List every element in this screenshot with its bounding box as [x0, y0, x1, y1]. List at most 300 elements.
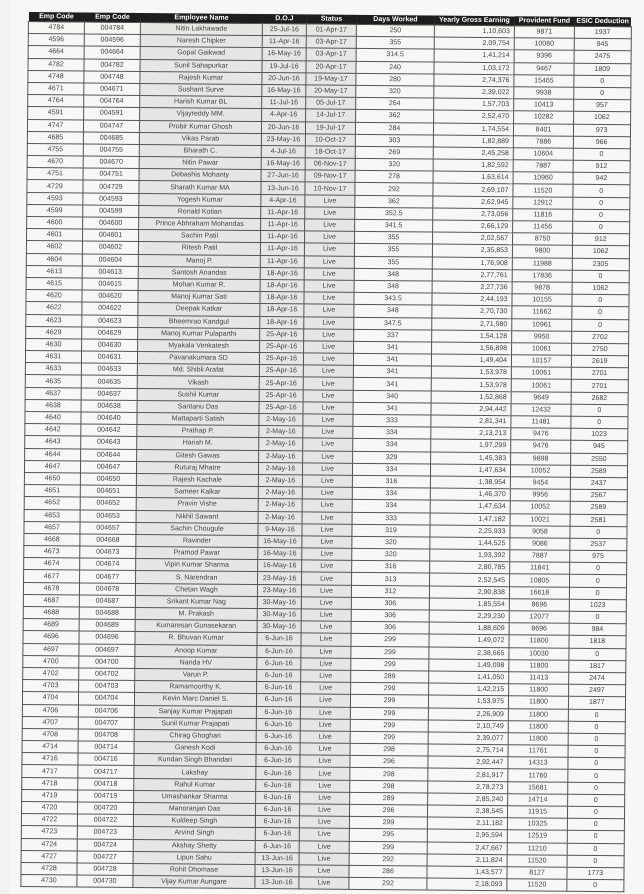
- cell-emp-code-full: 004689: [79, 619, 135, 632]
- cell-status: Live: [300, 731, 350, 744]
- cell-doj: 9-May-16: [258, 523, 302, 536]
- cell-days-worked: 299: [351, 658, 429, 671]
- cell-doj: 20-Jun-16: [261, 121, 305, 134]
- cell-emp-code-full: 004593: [83, 193, 139, 206]
- cell-esic-deduction: 0: [568, 782, 625, 795]
- cell-provident-fund: 10080: [514, 38, 574, 51]
- cell-yearly-gross: 2,11,824: [427, 854, 507, 867]
- cell-status: Live: [302, 487, 352, 500]
- cell-provident-fund: 10021: [510, 513, 570, 526]
- cell-emp-code: 4671: [28, 82, 84, 95]
- cell-esic-deduction: 957: [574, 99, 631, 112]
- cell-provident-fund: 9800: [512, 245, 572, 258]
- cell-provident-fund: 11481: [511, 416, 571, 429]
- cell-employee-name: Sachin Chougule: [136, 522, 258, 535]
- cell-status: Live: [302, 524, 352, 537]
- cell-doj: 16-May-16: [262, 48, 306, 61]
- cell-provident-fund: 11800: [508, 696, 568, 709]
- cell-esic-deduction: 2550: [571, 453, 628, 466]
- cell-emp-code: 4653: [24, 509, 80, 522]
- cell-days-worked: 299: [349, 817, 427, 830]
- cell-employee-name: Pramod Pawar: [136, 547, 258, 560]
- cell-provident-fund: 9058: [510, 525, 570, 538]
- cell-doj: 6-Jun-16: [256, 694, 300, 707]
- cell-esic-deduction: 1023: [571, 428, 628, 441]
- cell-employee-name: Nikhil Sawant: [136, 510, 258, 523]
- cell-emp-code-full: 004602: [82, 241, 138, 254]
- cell-days-worked: 312: [351, 585, 429, 598]
- cell-emp-code: 4747: [27, 119, 83, 132]
- cell-emp-code-full: 004673: [80, 546, 136, 559]
- cell-days-worked: 240: [356, 61, 434, 74]
- cell-emp-code-full: 004653: [80, 509, 136, 522]
- cell-doj: 6-Jun-16: [255, 816, 299, 829]
- cell-days-worked: 348: [354, 305, 432, 318]
- cell-employee-name: Naresh Chipker: [140, 35, 262, 48]
- cell-emp-code-full: 004685: [83, 132, 139, 145]
- cell-emp-code-full: 004722: [77, 814, 133, 827]
- cell-provident-fund: 16618: [509, 586, 569, 599]
- cell-esic-deduction: 2682: [571, 392, 628, 405]
- cell-status: Live: [303, 390, 353, 403]
- cell-yearly-gross: 2,69,107: [433, 183, 513, 196]
- cell-emp-code: 4642: [25, 424, 81, 437]
- cell-status: Live: [302, 548, 352, 561]
- cell-yearly-gross: 1,53,978: [431, 366, 511, 379]
- cell-provident-fund: 17836: [512, 269, 572, 282]
- cell-provident-fund: 11520: [507, 879, 567, 892]
- cell-emp-code: 4620: [26, 290, 82, 303]
- cell-esic-deduction: 2589: [570, 465, 627, 478]
- cell-doj: 25-Apr-16: [259, 353, 303, 366]
- cell-esic-deduction: 0: [573, 185, 630, 198]
- cell-yearly-gross: 1,74,554: [433, 123, 513, 136]
- cell-employee-name: Manoranjan Das: [133, 802, 255, 815]
- cell-emp-code: 4591: [28, 107, 84, 120]
- cell-doj: 6-Jun-16: [257, 682, 301, 695]
- cell-emp-code-full: 004703: [79, 680, 135, 693]
- cell-esic-deduction: 2750: [572, 343, 629, 356]
- cell-emp-code-full: 004643: [81, 436, 137, 449]
- cell-provident-fund: 11662: [512, 306, 572, 319]
- cell-emp-code-full: 004635: [81, 375, 137, 388]
- cell-yearly-gross: 1,47,634: [430, 464, 510, 477]
- cell-yearly-gross: 2,39,077: [428, 732, 508, 745]
- cell-yearly-gross: 1,41,050: [429, 671, 509, 684]
- cell-esic-deduction: 1809: [574, 63, 631, 76]
- cell-employee-name: Kuldeep Singh: [133, 815, 255, 828]
- cell-employee-name: Vipin Kumar Sharma: [136, 559, 258, 572]
- cell-yearly-gross: 2,29,230: [429, 610, 509, 623]
- cell-days-worked: 280: [356, 73, 434, 86]
- cell-emp-code: 4704: [22, 692, 78, 705]
- cell-emp-code: 4651: [24, 485, 80, 498]
- cell-esic-deduction: 0: [570, 526, 627, 539]
- cell-emp-code-full: 004696: [79, 631, 135, 644]
- cell-doj: 2-May-16: [259, 438, 303, 451]
- cell-yearly-gross: 1,43,577: [427, 866, 507, 879]
- cell-esic-deduction: 0: [567, 831, 624, 844]
- cell-emp-code: 4719: [22, 789, 78, 802]
- cell-status: Live: [303, 426, 353, 439]
- cell-provident-fund: 10604: [513, 148, 573, 161]
- cell-esic-deduction: 0: [572, 319, 629, 332]
- cell-status: Live: [303, 365, 353, 378]
- cell-emp-code: 4764: [28, 95, 84, 108]
- cell-doj: 6-Jun-16: [255, 828, 299, 841]
- cell-provident-fund: 12432: [511, 404, 571, 417]
- cell-employee-name: Srikant Kumar Nag: [135, 595, 257, 608]
- cell-employee-name: Santanu Das: [137, 400, 259, 413]
- cell-doj: 6-Jun-16: [257, 657, 301, 670]
- cell-emp-code: 4664: [28, 46, 84, 59]
- cell-employee-name: Lakshay: [134, 766, 256, 779]
- cell-employee-name: Sushil Kumar: [137, 388, 259, 401]
- cell-yearly-gross: 2,95,594: [427, 829, 507, 842]
- cell-status: Live: [301, 658, 351, 671]
- cell-emp-code: 4622: [26, 302, 82, 315]
- cell-yearly-gross: 1,03,172: [434, 62, 514, 75]
- cell-days-worked: 347.5: [354, 317, 432, 330]
- cell-emp-code: 4730: [21, 875, 77, 888]
- cell-yearly-gross: 1,56,898: [432, 342, 512, 355]
- cell-emp-code: 4629: [26, 326, 82, 339]
- cell-doj: 25-Apr-16: [259, 401, 303, 414]
- cell-yearly-gross: 1,52,868: [431, 391, 511, 404]
- cell-provident-fund: 9396: [514, 50, 574, 63]
- cell-status: Live: [302, 560, 352, 573]
- cell-status: 20-May-17: [306, 85, 356, 98]
- cell-yearly-gross: 1,49,098: [429, 659, 509, 672]
- cell-esic-deduction: 2581: [570, 514, 627, 527]
- cell-status: Live: [301, 645, 351, 658]
- cell-employee-name: Pravin Vishe: [136, 498, 258, 511]
- cell-doj: 30-May-16: [257, 621, 301, 634]
- cell-days-worked: 286: [349, 865, 427, 878]
- cell-emp-code-full: 004708: [78, 729, 134, 742]
- cell-days-worked: 292: [349, 877, 427, 890]
- cell-emp-code: 4702: [23, 667, 79, 680]
- cell-status: Live: [300, 780, 350, 793]
- cell-yearly-gross: 2,45,258: [433, 147, 513, 160]
- cell-yearly-gross: 2,26,909: [428, 708, 508, 721]
- cell-doj: 11-Apr-16: [260, 243, 304, 256]
- cell-status: 09-Nov-17: [305, 170, 355, 183]
- cell-esic-deduction: 1818: [569, 636, 626, 649]
- cell-status: Live: [302, 536, 352, 549]
- cell-provident-fund: 10155: [512, 294, 572, 307]
- cell-days-worked: 284: [355, 122, 433, 135]
- cell-status: 03-Apr-17: [306, 36, 356, 49]
- cell-employee-name: Sushant Surve: [140, 83, 262, 96]
- cell-yearly-gross: 1,57,703: [434, 98, 514, 111]
- header-doj: D.O.J: [262, 14, 306, 24]
- cell-emp-code: 4668: [24, 533, 80, 546]
- cell-emp-code: 4689: [23, 619, 79, 632]
- cell-esic-deduction: 0: [569, 611, 626, 624]
- cell-esic-deduction: 0: [574, 75, 631, 88]
- cell-yearly-gross: 1,46,370: [430, 488, 510, 501]
- cell-esic-deduction: 0: [568, 745, 625, 758]
- cell-emp-code: 4728: [21, 862, 77, 875]
- cell-provident-fund: 15681: [508, 781, 568, 794]
- cell-provident-fund: 7886: [513, 135, 573, 148]
- cell-doj: 16-May-16: [258, 548, 302, 561]
- cell-esic-deduction: 1062: [572, 282, 629, 295]
- cell-provident-fund: 8750: [512, 233, 572, 246]
- cell-status: Live: [300, 694, 350, 707]
- cell-provident-fund: 9086: [510, 538, 570, 551]
- cell-provident-fund: 11841: [510, 562, 570, 575]
- cell-emp-code-full: 004784: [84, 22, 140, 35]
- cell-status: Live: [304, 341, 354, 354]
- cell-provident-fund: 10030: [509, 647, 569, 660]
- cell-emp-code-full: 004613: [82, 266, 138, 279]
- cell-emp-code-full: 004764: [84, 95, 140, 108]
- cell-doj: 6-Jun-16: [257, 645, 301, 658]
- cell-yearly-gross: 2,52,545: [430, 573, 510, 586]
- cell-days-worked: 337: [354, 329, 432, 342]
- cell-yearly-gross: 1,38,954: [430, 476, 510, 489]
- cell-emp-code: 4613: [26, 265, 82, 278]
- cell-status: Live: [304, 329, 354, 342]
- cell-esic-deduction: 2701: [571, 368, 628, 381]
- cell-emp-code-full: 004640: [81, 412, 137, 425]
- cell-emp-code-full: 004687: [79, 595, 135, 608]
- cell-yearly-gross: 2,73,056: [433, 208, 513, 221]
- cell-provident-fund: 12077: [509, 611, 569, 624]
- cell-status: 19-Jul-17: [305, 121, 355, 134]
- cell-provident-fund: 11800: [509, 659, 569, 672]
- cell-employee-name: Sharath Kumar MA: [139, 181, 261, 194]
- cell-doj: 2-May-16: [258, 474, 302, 487]
- cell-provident-fund: 11413: [509, 672, 569, 685]
- cell-doj: 11-Jul-16: [262, 97, 306, 110]
- cell-days-worked: 341.5: [355, 219, 433, 232]
- cell-status: Live: [305, 195, 355, 208]
- cell-days-worked: 319: [352, 524, 430, 537]
- cell-esic-deduction: 0: [573, 197, 630, 210]
- cell-employee-name: Santosh Anandas: [138, 266, 260, 279]
- cell-doj: 4-Apr-16: [262, 109, 306, 122]
- cell-esic-deduction: 2475: [574, 51, 631, 64]
- cell-doj: 13-Jun-16: [261, 182, 305, 195]
- cell-esic-deduction: 1023: [569, 599, 626, 612]
- cell-esic-deduction: 0: [573, 221, 630, 234]
- cell-days-worked: 341: [354, 341, 432, 354]
- cell-esic-deduction: 0: [567, 843, 624, 856]
- cell-esic-deduction: 1062: [574, 112, 631, 125]
- cell-esic-deduction: 1062: [572, 246, 629, 259]
- cell-emp-code-full: 004718: [78, 778, 134, 791]
- cell-emp-code: 4647: [24, 460, 80, 473]
- cell-yearly-gross: 2,62,945: [433, 196, 513, 209]
- cell-emp-code: 4677: [24, 570, 80, 583]
- cell-emp-code-full: 004644: [81, 449, 137, 462]
- cell-yearly-gross: 2,81,917: [428, 768, 508, 781]
- cell-employee-name: Ritesh Patil: [138, 242, 260, 255]
- cell-days-worked: 320: [355, 158, 433, 171]
- cell-status: 03-Apr-17: [306, 48, 356, 61]
- cell-emp-code: 4635: [25, 375, 81, 388]
- cell-doj: 6-Jun-16: [256, 791, 300, 804]
- cell-emp-code: 4593: [27, 192, 83, 205]
- cell-provident-fund: 14714: [508, 794, 568, 807]
- cell-provident-fund: 10961: [512, 318, 572, 331]
- cell-doj: 23-May-16: [258, 572, 302, 585]
- cell-days-worked: 299: [351, 682, 429, 695]
- cell-emp-code-full: 004706: [78, 704, 134, 717]
- cell-provident-fund: 9898: [511, 452, 571, 465]
- cell-days-worked: 264: [356, 97, 434, 110]
- cell-provident-fund: 11520: [507, 854, 567, 867]
- cell-esic-deduction: 0: [570, 575, 627, 588]
- cell-yearly-gross: 2,39,022: [434, 86, 514, 99]
- cell-emp-code: 4601: [27, 229, 83, 242]
- cell-doj: 6-Jun-16: [257, 669, 301, 682]
- cell-doj: 11-Apr-16: [262, 36, 306, 49]
- cell-yearly-gross: 2,94,442: [431, 403, 511, 416]
- cell-emp-code: 4599: [27, 204, 83, 217]
- cell-yearly-gross: 1,63,614: [433, 171, 513, 184]
- cell-employee-name: Prathap P.: [137, 425, 259, 438]
- cell-yearly-gross: 2,47,667: [427, 842, 507, 855]
- cell-days-worked: 292: [355, 183, 433, 196]
- cell-status: Live: [299, 840, 349, 853]
- cell-status: Live: [304, 231, 354, 244]
- cell-status: Live: [301, 633, 351, 646]
- cell-employee-name: Rohit Dhomase: [133, 863, 255, 876]
- cell-days-worked: 289: [350, 792, 428, 805]
- cell-emp-code-full: 004748: [84, 71, 140, 84]
- cell-employee-name: Umashankar Sharma: [134, 790, 256, 803]
- cell-yearly-gross: 2,18,093: [427, 878, 507, 891]
- cell-days-worked: 341: [353, 353, 431, 366]
- cell-days-worked: 341: [353, 378, 431, 391]
- cell-days-worked: 343.5: [354, 292, 432, 305]
- cell-doj: 11-Apr-16: [260, 255, 304, 268]
- cell-days-worked: 299: [351, 634, 429, 647]
- cell-status: Live: [300, 767, 350, 780]
- cell-yearly-gross: 1,76,908: [432, 257, 512, 270]
- cell-days-worked: 334: [353, 427, 431, 440]
- cell-days-worked: 313: [352, 573, 430, 586]
- cell-emp-code-full: 004638: [81, 400, 137, 413]
- cell-emp-code-full: 004782: [84, 59, 140, 72]
- cell-status: 01-Apr-17: [306, 24, 356, 37]
- cell-status: Live: [304, 292, 354, 305]
- cell-esic-deduction: 0: [569, 648, 626, 661]
- cell-emp-code-full: 004647: [80, 461, 136, 474]
- cell-doj: 2-May-16: [258, 511, 302, 524]
- cell-emp-code-full: 004728: [77, 863, 133, 876]
- cell-employee-name: Ravinder: [136, 534, 258, 547]
- cell-emp-code-full: 004651: [80, 485, 136, 498]
- header-days-worked: Days Worked: [356, 15, 434, 25]
- cell-yearly-gross: 2,13,213: [431, 427, 511, 440]
- cell-yearly-gross: 1,42,215: [429, 683, 509, 696]
- cell-yearly-gross: 1,85,554: [429, 598, 509, 611]
- cell-doj: 11-Apr-16: [261, 206, 305, 219]
- cell-status: 06-Nov-17: [305, 158, 355, 171]
- cell-provident-fund: 10413: [514, 99, 574, 112]
- cell-status: Live: [303, 450, 353, 463]
- cell-status: Live: [299, 865, 349, 878]
- cell-emp-code-full: 004727: [77, 851, 133, 864]
- cell-provident-fund: 10052: [510, 501, 570, 514]
- cell-status: Live: [300, 792, 350, 805]
- cell-provident-fund: 9956: [510, 489, 570, 502]
- cell-provident-fund: 9950: [512, 330, 572, 343]
- cell-employee-name: Anoop Kumar: [135, 644, 257, 657]
- cell-status: Live: [303, 438, 353, 451]
- cell-yearly-gross: 2,90,838: [429, 586, 509, 599]
- cell-employee-name: Akshay Shetty: [133, 839, 255, 852]
- cell-doj: 6-Jun-16: [256, 743, 300, 756]
- cell-employee-name: Rajesh Kumar: [140, 71, 262, 84]
- cell-status: 10-Nov-17: [305, 182, 355, 195]
- cell-emp-code: 4751: [27, 168, 83, 181]
- cell-employee-name: Rajesh Kachale: [136, 473, 258, 486]
- cell-provident-fund: 10282: [514, 111, 574, 124]
- cell-emp-code-full: 004671: [84, 83, 140, 96]
- cell-status: Live: [300, 743, 350, 756]
- cell-provident-fund: 11800: [508, 708, 568, 721]
- cell-doj: 30-May-16: [257, 609, 301, 622]
- cell-provident-fund: 11761: [508, 745, 568, 758]
- cell-esic-deduction: 0: [571, 404, 628, 417]
- cell-status: Live: [304, 268, 354, 281]
- cell-employee-name: Ganesh Kodi: [134, 742, 256, 755]
- cell-provident-fund: 11210: [507, 842, 567, 855]
- cell-esic-deduction: 0: [570, 562, 627, 575]
- cell-employee-name: Pavanakumara SD: [137, 352, 259, 365]
- cell-doj: 19-Jul-16: [262, 60, 306, 73]
- employee-table: [20, 12, 631, 893]
- cell-esic-deduction: 0: [568, 770, 625, 783]
- cell-emp-code: 4638: [25, 399, 81, 412]
- cell-emp-code: 4716: [22, 753, 78, 766]
- cell-employee-name: Vikas Parab: [139, 132, 261, 145]
- cell-employee-name: Prince Abhraham Mohandas: [139, 217, 261, 230]
- cell-days-worked: 348: [354, 268, 432, 281]
- cell-emp-code: 4718: [22, 777, 78, 790]
- cell-days-worked: 333: [352, 512, 430, 525]
- cell-doj: 18-Apr-16: [260, 279, 304, 292]
- cell-esic-deduction: 984: [569, 623, 626, 636]
- cell-status: Live: [302, 475, 352, 488]
- cell-emp-code-full: 004697: [79, 644, 135, 657]
- cell-employee-name: Chetan Wagh: [135, 583, 257, 596]
- cell-days-worked: 355: [354, 256, 432, 269]
- cell-emp-code-full: 004600: [83, 217, 139, 230]
- cell-employee-name: Manoj P.: [138, 254, 260, 267]
- cell-emp-code-full: 004704: [78, 692, 134, 705]
- cell-emp-code-full: 004716: [78, 753, 134, 766]
- cell-emp-code: 4748: [28, 70, 84, 83]
- cell-employee-name: Myakala Venkatesh: [138, 339, 260, 352]
- cell-employee-name: Varun P.: [135, 668, 257, 681]
- cell-status: Live: [299, 804, 349, 817]
- cell-yearly-gross: 2,78,273: [428, 781, 508, 794]
- cell-provident-fund: 9871: [514, 26, 574, 39]
- cell-days-worked: 303: [355, 134, 433, 147]
- cell-emp-code: 4678: [23, 582, 79, 595]
- cell-emp-code-full: 004630: [82, 339, 138, 352]
- cell-emp-code-full: 004650: [80, 473, 136, 486]
- cell-esic-deduction: 0: [574, 87, 631, 100]
- cell-doj: 25-Apr-16: [259, 389, 303, 402]
